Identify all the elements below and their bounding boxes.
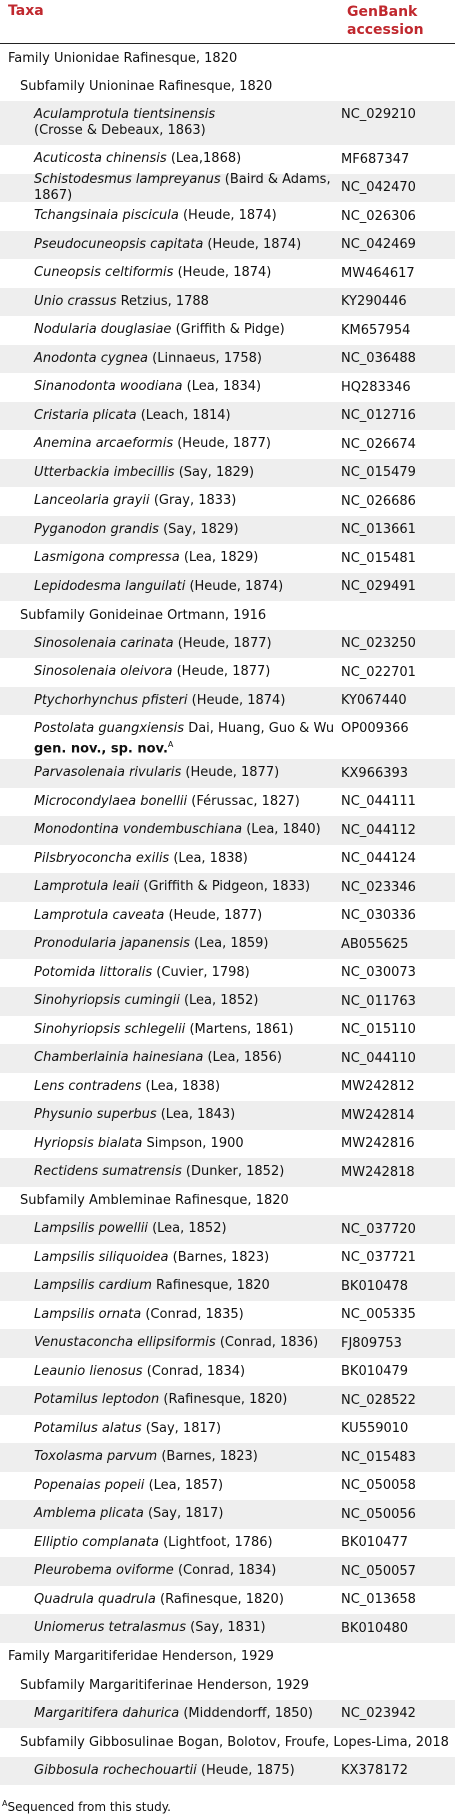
species-authority: (Lea, 1852) bbox=[152, 1221, 227, 1237]
species-row bbox=[0, 259, 455, 288]
species-taxon bbox=[34, 208, 341, 224]
species-authority: (Heude, 1874) bbox=[189, 578, 284, 594]
species-taxon bbox=[34, 294, 341, 310]
species-taxon bbox=[34, 408, 341, 424]
species-authority: (Lea, 1840) bbox=[246, 822, 321, 838]
genbank-accession: NC_028522 bbox=[341, 1392, 416, 1408]
species-row bbox=[0, 373, 455, 402]
subfamily-label: Subfamily Margaritiferinae Henderson, 1929 bbox=[20, 1677, 309, 1693]
family-row bbox=[0, 1643, 455, 1672]
genbank-accession: MW242812 bbox=[341, 1079, 415, 1095]
table-body bbox=[0, 44, 455, 1785]
species-authority: (Baird & Adams, 1867) bbox=[34, 171, 331, 203]
species-taxon bbox=[34, 879, 341, 895]
species-taxon bbox=[34, 822, 341, 838]
subfamily-row bbox=[0, 601, 455, 630]
species-name: Potomida littoralis bbox=[34, 964, 153, 980]
species-row bbox=[0, 816, 455, 845]
species-name: Parvasolenaia rivularis bbox=[34, 765, 182, 781]
genbank-accession: NC_015481 bbox=[341, 550, 416, 566]
family-row bbox=[0, 44, 455, 73]
species-row bbox=[0, 715, 455, 759]
genbank-accession: MW242816 bbox=[341, 1136, 415, 1152]
species-authority: (Barnes, 1823) bbox=[161, 1449, 258, 1465]
species-taxon bbox=[34, 664, 341, 680]
species-row bbox=[0, 516, 455, 545]
species-taxon bbox=[34, 1392, 341, 1408]
species-authority: (Lea, 1859) bbox=[194, 936, 269, 952]
genbank-accession: NC_015479 bbox=[341, 465, 416, 481]
species-name: Lasmigona compressa bbox=[34, 550, 180, 566]
species-name: Uniomerus tetralasmus bbox=[34, 1620, 187, 1636]
species-authority: (Griffith & Pidgeon, 1833) bbox=[143, 879, 311, 895]
genbank-accession: NC_030073 bbox=[341, 965, 416, 981]
species-row bbox=[0, 1073, 455, 1102]
genbank-accession: NC_015483 bbox=[341, 1449, 416, 1465]
species-taxon bbox=[34, 322, 341, 338]
genbank-accession: NC_015110 bbox=[341, 1022, 416, 1038]
species-name: Anodonta cygnea bbox=[34, 350, 149, 366]
genbank-accession: NC_042469 bbox=[341, 237, 416, 253]
species-name: Rectidens sumatrensis bbox=[34, 1164, 182, 1180]
species-row bbox=[0, 1500, 455, 1529]
species-name: Nodularia douglasiae bbox=[34, 322, 172, 338]
species-row bbox=[0, 288, 455, 317]
subfamily-row bbox=[0, 1728, 455, 1757]
species-row bbox=[0, 1215, 455, 1244]
species-authority: (Lea, 1856) bbox=[207, 1050, 282, 1066]
species-name: Leaunio lienosus bbox=[34, 1363, 143, 1379]
species-taxon bbox=[34, 1022, 341, 1038]
genbank-accession: MW242814 bbox=[341, 1107, 415, 1123]
genbank-accession: NC_029210 bbox=[341, 107, 416, 122]
subfamily-row bbox=[0, 1671, 455, 1700]
species-name: Venustaconcha ellipsiformis bbox=[34, 1335, 216, 1351]
species-row bbox=[0, 487, 455, 516]
species-taxon bbox=[34, 522, 341, 538]
family-label: Family Unionidae Rafinesque, 1820 bbox=[8, 50, 238, 66]
species-row bbox=[0, 459, 455, 488]
genbank-accession: KX966393 bbox=[341, 765, 409, 781]
species-name: Physunio superbus bbox=[34, 1107, 157, 1123]
genbank-accession: NC_026686 bbox=[341, 493, 416, 509]
species-name: Ptychorhynchus pfisteri bbox=[34, 692, 188, 708]
species-row bbox=[0, 231, 455, 260]
species-authority: (Lea, 1838) bbox=[173, 850, 248, 866]
species-name: Aculamprotula tientsinensis bbox=[34, 107, 216, 122]
subfamily-label: Subfamily Gibbosulinae Bogan, Bolotov, Froufe, Lopes-Lima, 2018 bbox=[20, 1734, 449, 1750]
genbank-accession: NC_029491 bbox=[341, 579, 416, 595]
species-taxon bbox=[34, 379, 341, 395]
species-authority: Simpson, 1900 bbox=[146, 1135, 244, 1151]
species-name: Sinohyriopsis cumingii bbox=[34, 993, 180, 1009]
species-name: Lampsilis cardium bbox=[34, 1278, 152, 1294]
species-name: Monodontina vondembuschiana bbox=[34, 822, 243, 838]
species-taxon bbox=[34, 1050, 341, 1066]
subfamily-row bbox=[0, 1187, 455, 1216]
species-taxon bbox=[34, 693, 341, 709]
species-taxon bbox=[34, 993, 341, 1009]
genbank-accession: NC_044112 bbox=[341, 822, 416, 838]
species-row bbox=[0, 759, 455, 788]
species-authority: (Crosse & Debeaux, 1863) bbox=[34, 123, 206, 138]
species-taxon bbox=[34, 1506, 341, 1522]
genbank-accession: BK010480 bbox=[341, 1620, 409, 1636]
footnote-ref: A bbox=[167, 740, 174, 749]
species-taxon bbox=[34, 636, 341, 652]
species-taxon bbox=[34, 436, 341, 452]
species-taxon bbox=[34, 1364, 341, 1380]
genbank-accession: NC_044111 bbox=[341, 794, 416, 810]
genbank-accession: BK010478 bbox=[341, 1278, 409, 1294]
species-taxon bbox=[34, 579, 341, 595]
species-name: Sinosolenaia carinata bbox=[34, 635, 174, 651]
species-row bbox=[0, 1557, 455, 1586]
species-authority: (Heude, 1874) bbox=[182, 208, 277, 224]
species-authority: (Lea, 1838) bbox=[145, 1078, 221, 1094]
species-row bbox=[0, 101, 455, 145]
species-name: Cristaria plicata bbox=[34, 407, 137, 423]
species-name: Schistodesmus lampreyanus bbox=[34, 171, 221, 187]
species-taxon bbox=[34, 1136, 341, 1152]
species-name: Chamberlainia hainesiana bbox=[34, 1050, 204, 1066]
species-row bbox=[0, 687, 455, 716]
species-authority: (Heude, 1877) bbox=[185, 765, 280, 781]
species-row bbox=[0, 1586, 455, 1615]
species-name: Toxolasma parvum bbox=[34, 1449, 158, 1465]
genbank-accession: NC_012716 bbox=[341, 408, 416, 424]
genbank-accession: NC_037720 bbox=[341, 1221, 416, 1237]
species-name: Lanceolaria grayii bbox=[34, 493, 150, 509]
genbank-accession: NC_023942 bbox=[341, 1706, 416, 1722]
species-name: Pleurobema oviforme bbox=[34, 1563, 174, 1579]
species-name: Anemina arcaeformis bbox=[34, 436, 174, 452]
species-row bbox=[0, 873, 455, 902]
genbank-accession: BK010477 bbox=[341, 1535, 409, 1551]
species-taxon bbox=[34, 1449, 341, 1465]
genbank-accession: NC_036488 bbox=[341, 351, 416, 367]
species-taxon bbox=[34, 550, 341, 566]
species-name: Sinohyriopsis schlegelii bbox=[34, 1021, 186, 1037]
species-taxon bbox=[34, 1335, 341, 1351]
footnote-marker: A bbox=[2, 1799, 8, 1808]
species-authority: (Lea, 1834) bbox=[186, 379, 262, 395]
species-name: Lampsilis ornata bbox=[34, 1306, 142, 1322]
species-authority: (Say, 1817) bbox=[145, 1420, 222, 1436]
species-authority: (Rafinesque, 1820) bbox=[160, 1591, 284, 1607]
species-name: Cuneopsis celtiformis bbox=[34, 265, 174, 281]
genbank-accession: MW464617 bbox=[341, 265, 415, 281]
species-authority: (Say, 1831) bbox=[190, 1620, 266, 1636]
species-name: Margaritifera dahurica bbox=[34, 1705, 180, 1721]
species-row bbox=[0, 1244, 455, 1273]
genbank-accession: NC_030336 bbox=[341, 908, 416, 924]
species-name: Tchangsinaia piscicula bbox=[34, 208, 179, 224]
species-taxon bbox=[34, 265, 341, 281]
species-authority: (Lea,1868) bbox=[170, 151, 242, 167]
species-taxon bbox=[34, 1706, 341, 1722]
genbank-accession: KM657954 bbox=[341, 322, 411, 338]
species-row bbox=[0, 959, 455, 988]
species-taxon bbox=[34, 794, 341, 810]
species-row bbox=[0, 1386, 455, 1415]
species-authority: (Férussac, 1827) bbox=[191, 793, 300, 809]
subfamily-label: Subfamily Unioninae Rafinesque, 1820 bbox=[20, 79, 273, 95]
species-authority: (Heude, 1874) bbox=[207, 236, 302, 252]
table-header bbox=[0, 0, 455, 44]
species-taxon bbox=[34, 765, 341, 781]
species-taxon bbox=[34, 1164, 341, 1180]
new-taxon-status: gen. nov., sp. nov. bbox=[34, 741, 168, 757]
species-taxon bbox=[34, 1307, 341, 1323]
species-authority: (Lea, 1857) bbox=[148, 1477, 224, 1493]
species-name: Pseudocuneopsis capitata bbox=[34, 236, 204, 252]
species-name: Pronodularia japanensis bbox=[34, 936, 190, 952]
species-row bbox=[0, 573, 455, 602]
genbank-accession: NC_026306 bbox=[341, 208, 416, 224]
species-taxon bbox=[34, 1563, 341, 1579]
species-authority: (Heude, 1877) bbox=[177, 436, 271, 452]
species-row bbox=[0, 845, 455, 874]
subfamily-row bbox=[0, 73, 455, 102]
genbank-accession: MW242818 bbox=[341, 1164, 415, 1180]
species-name: Pyganodon grandis bbox=[34, 521, 159, 537]
species-taxon bbox=[34, 851, 341, 867]
species-name: Quadrula quadrula bbox=[34, 1591, 156, 1607]
species-authority: (Conrad, 1836) bbox=[219, 1335, 319, 1351]
genbank-accession: BK010479 bbox=[341, 1364, 409, 1380]
species-authority: (Conrad, 1834) bbox=[177, 1563, 277, 1579]
species-authority: (Lea, 1843) bbox=[160, 1107, 236, 1123]
species-row bbox=[0, 1016, 455, 1045]
species-taxon bbox=[34, 1250, 341, 1266]
genbank-accession: OP009366 bbox=[341, 721, 409, 736]
species-name: Sinanodonta woodiana bbox=[34, 379, 183, 395]
species-taxon bbox=[34, 151, 341, 167]
genbank-accession: NC_044110 bbox=[341, 1050, 416, 1066]
species-taxon bbox=[34, 351, 341, 367]
genbank-accession: NC_013661 bbox=[341, 522, 416, 538]
species-row bbox=[0, 1358, 455, 1387]
species-taxon bbox=[34, 1763, 341, 1779]
species-name: Lampsilis powellii bbox=[34, 1221, 148, 1237]
species-row bbox=[0, 402, 455, 431]
footnote bbox=[0, 1799, 455, 1814]
species-row bbox=[0, 1529, 455, 1558]
species-name: Lamprotula leaii bbox=[34, 879, 140, 895]
species-authority: (Conrad, 1834) bbox=[146, 1363, 246, 1379]
species-row bbox=[0, 1101, 455, 1130]
species-row bbox=[0, 345, 455, 374]
species-taxon bbox=[34, 1620, 341, 1636]
species-name: Popenaias popeii bbox=[34, 1477, 145, 1493]
species-name: Potamilus alatus bbox=[34, 1420, 142, 1436]
species-taxon bbox=[34, 1421, 341, 1437]
genbank-accession: NC_050056 bbox=[341, 1506, 416, 1522]
species-row bbox=[0, 1329, 455, 1358]
species-authority: Dai, Huang, Guo & Wu bbox=[188, 721, 335, 736]
species-row bbox=[0, 902, 455, 931]
species-name: Hyriopsis bialata bbox=[34, 1135, 143, 1151]
species-name: Utterbackia imbecillis bbox=[34, 464, 175, 480]
species-authority: (Leach, 1814) bbox=[140, 407, 231, 423]
species-row bbox=[0, 658, 455, 687]
genbank-accession: NC_042470 bbox=[341, 180, 416, 196]
species-row bbox=[0, 171, 455, 203]
genbank-accession: AB055625 bbox=[341, 936, 409, 952]
species-authority: (Lea, 1852) bbox=[183, 993, 259, 1009]
genbank-accession: NC_050058 bbox=[341, 1478, 416, 1494]
species-authority: (Martens, 1861) bbox=[189, 1021, 294, 1037]
genbank-accession: NC_005335 bbox=[341, 1307, 416, 1323]
species-row bbox=[0, 1044, 455, 1073]
species-taxon bbox=[34, 965, 341, 981]
species-name: Potamilus leptodon bbox=[34, 1392, 160, 1408]
genbank-accession: NC_023250 bbox=[341, 636, 416, 652]
species-taxon bbox=[34, 1478, 341, 1494]
species-authority: (Heude, 1874) bbox=[191, 692, 286, 708]
species-authority: (Say, 1829) bbox=[178, 464, 255, 480]
species-row bbox=[0, 1700, 455, 1729]
genbank-accession: NC_050057 bbox=[341, 1563, 416, 1579]
species-authority: (Barnes, 1823) bbox=[172, 1249, 270, 1265]
species-taxon bbox=[34, 715, 341, 757]
species-authority: (Middendorff, 1850) bbox=[183, 1705, 313, 1721]
species-taxon bbox=[34, 101, 341, 139]
taxa-column-header: Taxa bbox=[8, 3, 44, 19]
species-name: Acuticosta chinensis bbox=[34, 151, 167, 167]
species-row bbox=[0, 202, 455, 231]
species-authority: (Dunker, 1852) bbox=[185, 1164, 285, 1180]
species-authority: (Heude, 1875) bbox=[200, 1762, 295, 1778]
species-taxon bbox=[34, 172, 341, 204]
species-taxon bbox=[34, 1592, 341, 1608]
genbank-accession: KX378172 bbox=[341, 1763, 409, 1779]
species-row bbox=[0, 1614, 455, 1643]
species-row bbox=[0, 1130, 455, 1159]
species-name: Lampsilis siliquoidea bbox=[34, 1249, 169, 1265]
species-row bbox=[0, 1415, 455, 1444]
species-row bbox=[0, 1301, 455, 1330]
subfamily-label: Subfamily Gonideinae Ortmann, 1916 bbox=[20, 607, 267, 623]
genbank-accession: NC_044124 bbox=[341, 851, 416, 867]
genbank-accession: NC_023346 bbox=[341, 879, 416, 895]
species-taxon bbox=[34, 1107, 341, 1123]
footnote-text: Sequenced from this study. bbox=[7, 1800, 171, 1814]
species-name: Microcondylaea bonellii bbox=[34, 793, 188, 809]
genbank-accession: NC_011763 bbox=[341, 993, 416, 1009]
species-authority: (Rafinesque, 1820) bbox=[163, 1392, 288, 1408]
genbank-accession: FJ809753 bbox=[341, 1335, 402, 1351]
species-name: Pilsbryoconcha exilis bbox=[34, 850, 170, 866]
species-authority: (Conrad, 1835) bbox=[145, 1306, 244, 1322]
species-taxon bbox=[34, 908, 341, 924]
species-row bbox=[0, 544, 455, 573]
subfamily-label: Subfamily Ambleminae Rafinesque, 1820 bbox=[20, 1193, 289, 1209]
species-name: Lamprotula caveata bbox=[34, 907, 165, 923]
species-name: Lens contradens bbox=[34, 1078, 142, 1094]
genbank-accession: NC_022701 bbox=[341, 664, 416, 680]
species-taxon bbox=[34, 1535, 341, 1551]
genbank-accession: MF687347 bbox=[341, 151, 410, 167]
genbank-accession: NC_026674 bbox=[341, 436, 416, 452]
species-authority: (Cuvier, 1798) bbox=[156, 964, 250, 980]
species-authority: (Say, 1829) bbox=[163, 521, 239, 537]
species-taxon bbox=[34, 1079, 341, 1095]
genbank-accession: KY290446 bbox=[341, 294, 407, 310]
species-taxon bbox=[34, 237, 341, 253]
genbank-column-header: GenBank accession bbox=[347, 4, 424, 38]
genbank-accession: KU559010 bbox=[341, 1421, 409, 1437]
species-name: Amblema plicata bbox=[34, 1506, 144, 1522]
genbank-accession: KY067440 bbox=[341, 693, 407, 709]
species-name: Lepidodesma languilati bbox=[34, 578, 186, 594]
genbank-accession: NC_013658 bbox=[341, 1592, 416, 1608]
genbank-accession: HQ283346 bbox=[341, 379, 411, 395]
species-authority: Retzius, 1788 bbox=[120, 293, 209, 309]
species-taxon bbox=[34, 1221, 341, 1237]
species-name: Elliptio complanata bbox=[34, 1534, 159, 1550]
species-authority: (Lightfoot, 1786) bbox=[163, 1534, 273, 1550]
species-authority: (Heude, 1877) bbox=[168, 907, 263, 923]
species-row bbox=[0, 788, 455, 817]
species-authority: (Griffith & Pidge) bbox=[175, 322, 285, 338]
species-name: Postolata guangxiensis bbox=[34, 721, 185, 736]
species-row bbox=[0, 1757, 455, 1786]
species-row bbox=[0, 1443, 455, 1472]
species-row bbox=[0, 145, 455, 174]
species-authority: (Heude, 1874) bbox=[177, 265, 272, 281]
species-row bbox=[0, 1472, 455, 1501]
family-label: Family Margaritiferidae Henderson, 1929 bbox=[8, 1649, 274, 1665]
genbank-accession: NC_037721 bbox=[341, 1250, 416, 1266]
species-row bbox=[0, 987, 455, 1016]
species-row bbox=[0, 930, 455, 959]
species-name: Unio crassus bbox=[34, 293, 117, 309]
species-taxon bbox=[34, 1278, 341, 1294]
species-authority: (Gray, 1833) bbox=[153, 493, 237, 509]
species-taxon bbox=[34, 936, 341, 952]
species-authority: (Heude, 1877) bbox=[176, 664, 271, 680]
species-taxon bbox=[34, 465, 341, 481]
species-row bbox=[0, 1272, 455, 1301]
species-row bbox=[0, 1158, 455, 1187]
species-name: Sinosolenaia oleivora bbox=[34, 664, 173, 680]
species-authority: Rafinesque, 1820 bbox=[156, 1278, 270, 1294]
species-taxon bbox=[34, 493, 341, 509]
species-row bbox=[0, 630, 455, 659]
species-row bbox=[0, 316, 455, 345]
species-authority: (Linnaeus, 1758) bbox=[152, 350, 262, 366]
species-name: Gibbosula rochechouartii bbox=[34, 1762, 197, 1778]
species-authority: (Heude, 1877) bbox=[177, 635, 272, 651]
species-row bbox=[0, 430, 455, 459]
species-authority: (Say, 1817) bbox=[147, 1506, 224, 1522]
species-authority: (Lea, 1829) bbox=[183, 550, 259, 566]
